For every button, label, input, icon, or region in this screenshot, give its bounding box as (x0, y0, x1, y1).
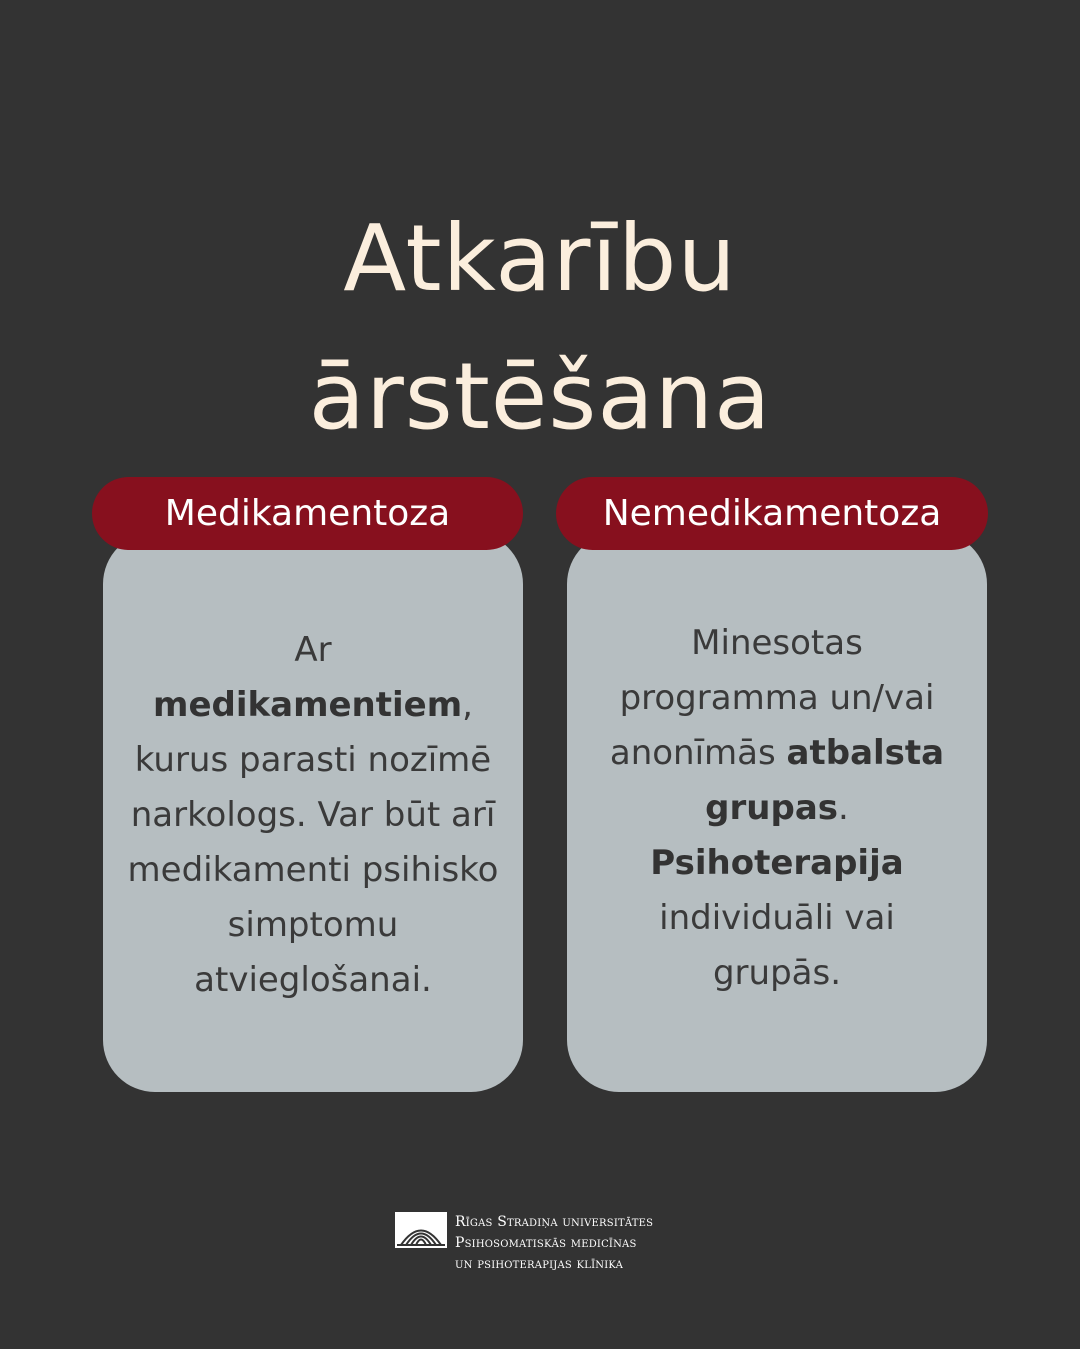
rsu-logo-icon (395, 1212, 447, 1248)
label-pill-nemedikamentoza: Nemedikamentoza (556, 477, 988, 550)
footer-line-1: Rīgas Stradiņa universitātes (455, 1214, 654, 1230)
card-text-run: atvieglošanai. (194, 960, 432, 1000)
card-text-run: Ar (294, 630, 332, 670)
card-nemedikamentoza-text (567, 616, 987, 1001)
card-medikamentoza-text (103, 623, 523, 1008)
card-text-run: , (462, 685, 473, 725)
footer-logo (395, 1212, 705, 1276)
card-text-bold: atbalsta (786, 733, 945, 773)
card-text-line (567, 671, 987, 726)
card-text-run: kurus parasti nozīmē (134, 740, 492, 780)
card-text-run: narkologs. Var būt arī (130, 795, 496, 835)
footer-line-2: Psihosomatiskās medicīnas (455, 1235, 637, 1251)
page-title-line-1: Atkarību (343, 205, 737, 312)
card-text-run: . (838, 788, 849, 828)
card-medikamentoza (103, 532, 523, 1092)
card-text-bold: Psihoterapija (650, 843, 904, 883)
footer-line-3: un psihoterapijas klīnika (455, 1256, 624, 1272)
card-nemedikamentoza (567, 532, 987, 1092)
card-text-bold: grupas (705, 788, 839, 828)
card-text-line (567, 726, 987, 781)
card-text-run: anonīmās (609, 733, 787, 773)
card-text-run: individuāli vai (659, 898, 895, 938)
card-text-line (103, 733, 523, 788)
card-text-line (103, 678, 523, 733)
page-title-line-2: ārstēšana (308, 343, 772, 450)
card-text-line (567, 616, 987, 671)
card-text-run: programma un/vai (619, 678, 935, 718)
card-text-line (103, 898, 523, 953)
card-text-run: simptomu (227, 905, 399, 945)
card-text-line (103, 953, 523, 1008)
footer-institution-name (455, 1212, 653, 1275)
card-text-line (103, 788, 523, 843)
card-text-bold: medikamentiem (153, 685, 463, 725)
card-text-line (567, 891, 987, 946)
card-text-line (103, 843, 523, 898)
page-title (0, 190, 1080, 466)
card-text-line (567, 946, 987, 1001)
card-text-line (103, 623, 523, 678)
card-text-run: Minesotas (691, 623, 863, 663)
card-text-run: medikamenti psihisko (127, 850, 499, 890)
card-text-run: grupās. (712, 953, 842, 993)
label-pill-medikamentoza: Medikamentoza (92, 477, 523, 550)
card-text-line (567, 836, 987, 891)
card-text-line (567, 781, 987, 836)
